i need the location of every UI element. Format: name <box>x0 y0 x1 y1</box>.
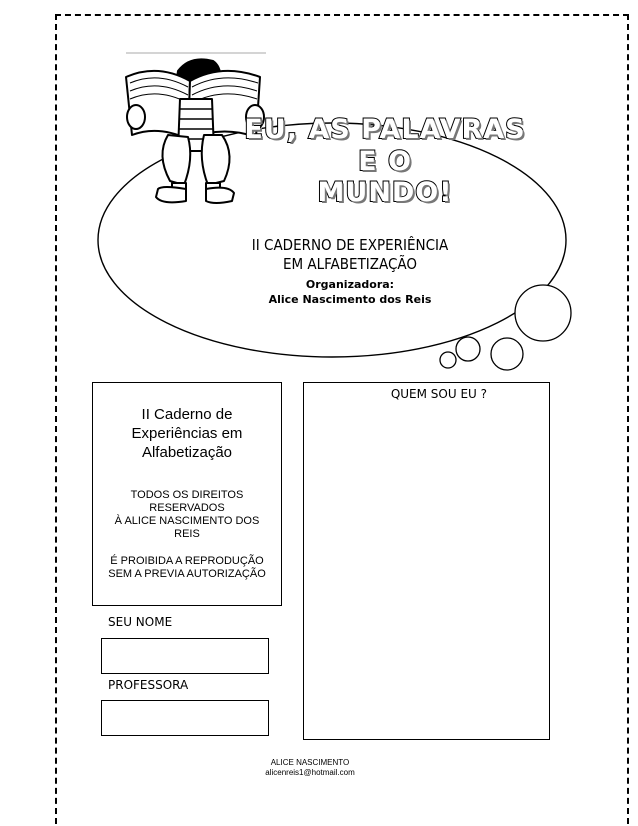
book-title-line-1: EU, AS PALAVRAS <box>244 114 526 145</box>
subtitle-line-2: EM ALFABETIZAÇÃO <box>282 255 418 273</box>
warning-line: É PROIBIDA A REPRODUÇÃO <box>110 555 264 567</box>
footer-email: alicenreis1@hotmail.com <box>265 768 355 777</box>
footer-author: ALICE NASCIMENTO <box>270 758 350 767</box>
rights-line: REIS <box>174 528 200 540</box>
rights-book-title: II Caderno de Experiências em Alfabetização <box>131 406 243 461</box>
warning-line: SEM A PREVIA AUTORIZAÇÃO <box>108 568 266 580</box>
organizer-label: Organizadora: <box>305 278 395 291</box>
name-label: SEU NOME <box>108 615 173 629</box>
rights-text <box>93 489 281 541</box>
name-field[interactable] <box>101 638 269 674</box>
rights-line: RESERVADOS <box>149 502 225 514</box>
rights-box <box>92 382 282 606</box>
reproduction-warning <box>93 555 281 581</box>
who-am-i-box[interactable] <box>303 382 550 740</box>
teacher-field[interactable] <box>101 700 269 736</box>
subtitle-line-1: II CADERNO DE EXPERIÊNCIA <box>251 236 449 254</box>
organizer-name: Alice Nascimento dos Reis <box>268 293 432 306</box>
rights-line: TODOS OS DIREITOS <box>130 489 244 501</box>
rights-line: À ALICE NASCIMENTO DOS <box>114 515 260 527</box>
book-title-line-3: MUNDO! <box>317 177 453 208</box>
teacher-label: PROFESSORA <box>108 678 189 692</box>
book-title-line-2: E O <box>358 146 412 177</box>
who-am-i-heading: QUEM SOU EU ? <box>390 387 487 401</box>
